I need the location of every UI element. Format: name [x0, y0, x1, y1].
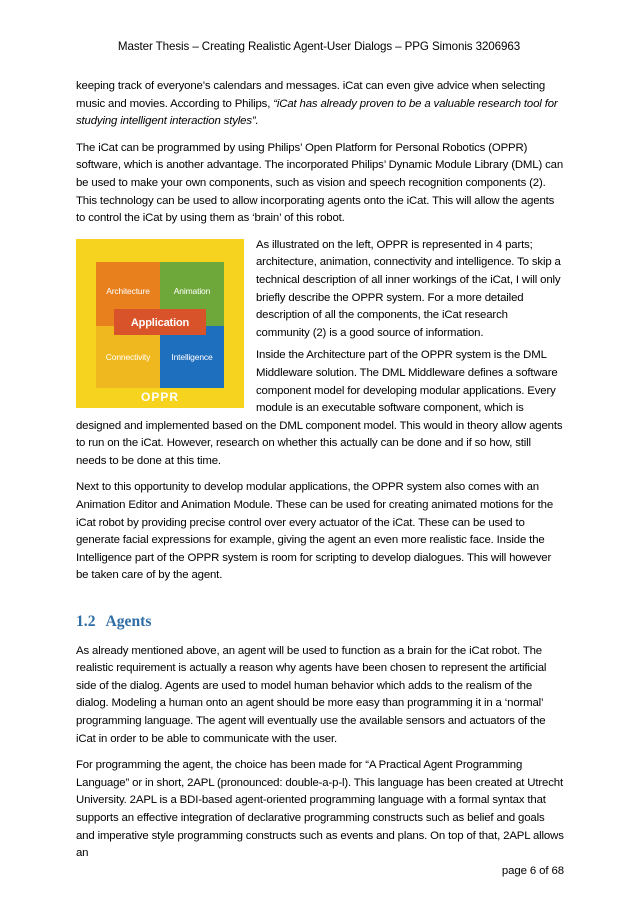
- connectivity-label: Connectivity: [105, 351, 151, 362]
- oppr-brand-label: OPPR: [140, 389, 180, 404]
- page-number: page 6 of 68: [501, 865, 564, 877]
- application-label: Application: [130, 316, 190, 329]
- paragraph-6: As already mentioned above, an agent will be used to function as a brain for the iCat robot. The realistic requirement is actually a reason why agents have been chosen to represent the artificial side of the dialog. Agents are used to model human behavior which adds to the realism of the dialog. Modeling a human onto an agent should be more easy than programming it in a ‘normal’ programming language. The agent will eventually use the available sensors and actuators of the iCat in order to be able to communicate with the user.: [76, 644, 547, 745]
- paragraph-1-text: keeping track of everyone’s calendars and messages. iCat can even give advice when selecting music and movies. According to Philips,: [76, 80, 546, 110]
- section-title: Agents: [105, 613, 152, 631]
- paragraph-2: The iCat can be programmed by using Philips’ Open Platform for Personal Robotics (OPPR) software, which is another advantage. The incorporated Philips’ Dynamic Module Library (DML) can be used to make your own components, such as vision and speech recognition components (2). This technology can be used to allow incorporating agents onto the iCat. This will allow the agents to control the iCat by using them as ‘brain’ of this robot.: [76, 141, 564, 225]
- section-heading: [76, 613, 564, 631]
- oppr-diagram: [76, 239, 244, 408]
- intelligence-label: Intelligence: [171, 351, 213, 362]
- paragraph-3: As illustrated on the left, OPPR is represented in 4 parts; architecture, animation, connectivity and intelligence. To skip a technical description of all inner workings of the iCat, I will only briefly describe the OPPR system. For a more detailed description of all the components, the iCat research community (2) is a good source of information.: [256, 238, 561, 339]
- philips-quote: “iCat has already proven to be a valuable research tool for studying intelligent interaction styles”.: [76, 97, 558, 128]
- paragraph-5: Next to this opportunity to develop modular applications, the OPPR system also comes with an Animation Editor and Animation Module. These can be used for creating animated motions for the iCat robot by providing precise control over every actuator of the iCat. These can be used to generate facial expressions for example, giving the agent an even more realistic face. Inside the Intelligence part of the OPPR system is room for scripting to develop dialogues. This will however be taken care of by the agent.: [76, 481, 554, 582]
- page-body: [76, 78, 564, 872]
- paragraph-4: Inside the Architecture part of the OPPR system is the DML Middleware solution. The DML Middleware defines a software component model for developing modular applications. Every module is an executable software component, which is designed and implemented based on the DML component model. This would in theory allow agents to run on the iCat. However, research on whether this actually can be done and if so how, still needs to be done at this time.: [76, 349, 563, 467]
- oppr-figure: [76, 239, 244, 408]
- animation-label: Animation: [173, 285, 211, 296]
- paragraph-1: [76, 78, 564, 131]
- architecture-label: Architecture: [106, 285, 150, 296]
- section-number: 1.2: [76, 613, 96, 631]
- running-header: Master Thesis – Creating Realistic Agent-User Dialogs – PPG Simonis 3206963: [117, 40, 521, 53]
- paragraph-7: For programming the agent, the choice has been made for “A Practical Agent Programming Language” or in short, 2APL (pronounced: double-a-p-l). This language has been created at Utrecht University. 2APL is a BDI-based agent-oriented programming language with a formal syntax that supports an effective integration of declarative programming constructs such as belief and goals and imperative style programming constructs such as events and plans. On top of that, 2APL allows an: [76, 759, 564, 860]
